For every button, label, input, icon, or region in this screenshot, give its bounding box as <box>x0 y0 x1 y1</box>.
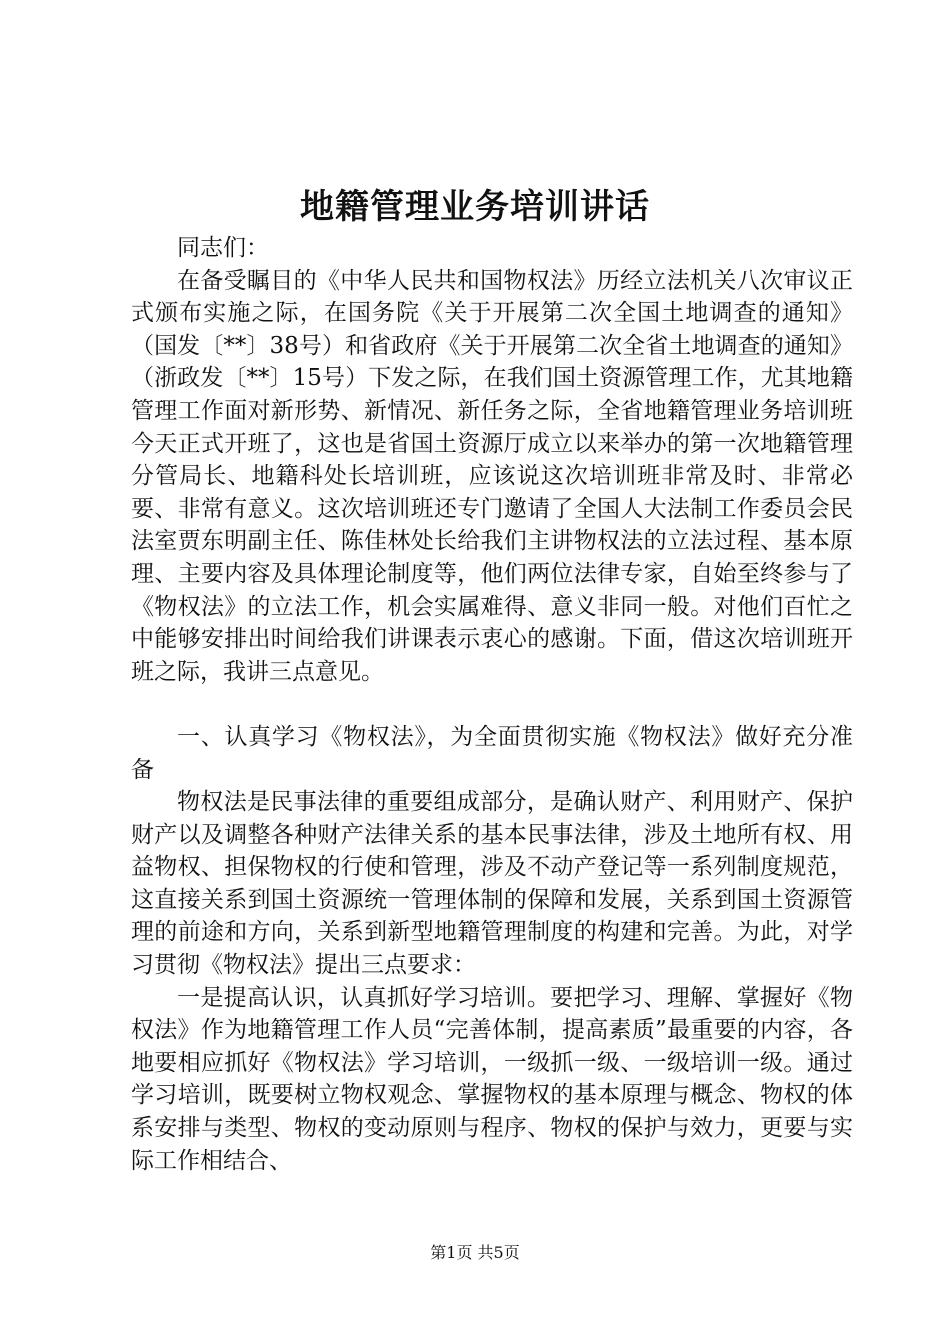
page-title: 地籍管理业务培训讲话 <box>300 187 650 227</box>
page-footer: 第1页 共5页 <box>430 1243 520 1262</box>
document-body <box>131 232 853 1177</box>
intro-paragraph: 在备受瞩目的《中华人民共和国物权法》历经立法机关八次审议正式颁布实施之际，在国务院《关于开展第二次全国土地调查的通知》（国发〔**〕38号）和省政府《关于开展第二次全省土地调查的通知》（浙政发〔**〕15号）下发之际，在我们国土资源管理工作，尤其地籍管理工作面对新形势、新情况、新任务之际，全省地籍管理业务培训班今天正式开班了，这也是省国土资源厅成立以来举办的第一次地籍管理分管局长、地籍科处长培训班，应该说这次培训班非常及时、非常必要、非常有意义。这次培训班还专门邀请了全国人大法制工作委员会民法室贾东明副主任、陈佳林处长给我们主讲物权法的立法过程、基本原理、主要内容及具体理论制度等，他们两位法律专家，自始至终参与了《物权法》的立法工作，机会实属难得、意义非同一般。对他们百忙之中能够安排出时间给我们讲课表示衷心的感谢。下面，借这次培训班开班之际，我讲三点意见。 <box>131 267 853 685</box>
point-one-paragraph: 一是提高认识，认真抓好学习培训。要把学习、理解、掌握好《物权法》作为地籍管理工作人员“完善体制，提高素质”最重要的内容，各地要相应抓好《物权法》学习培训，一级抓一级、一级培训一级。通过学习培训，既要树立物权观念、掌握物权的基本原理与概念、物权的体系安排与类型、物权的变动原则与程序、物权的保护与效力，更要与实际工作相结合、 <box>131 984 853 1174</box>
greeting: 同志们： <box>177 235 269 261</box>
section-one-heading: 一、认真学习《物权法》，为全面贯彻实施《物权法》做好充分准备 <box>131 723 853 783</box>
section-one-body: 物权法是民事法律的重要组成部分，是确认财产、利用财产、保护财产以及调整各种财产法律关系的基本民事法律，涉及土地所有权、用益物权、担保物权的行使和管理，涉及不动产登记等一系列制度规范，这直接关系到国土资源统一管理体制的保障和发展，关系到国土资源管理的前途和方向，关系到新型地籍管理制度的构建和完善。为此，对学习贯彻《物权法》提出三点要求： <box>131 789 853 979</box>
